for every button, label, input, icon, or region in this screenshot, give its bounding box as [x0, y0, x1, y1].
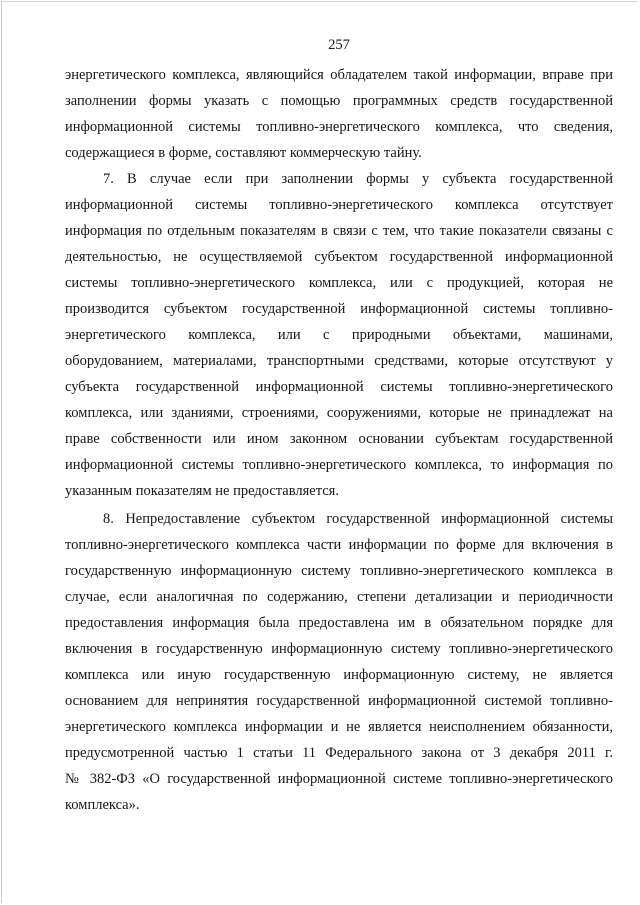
- text-line: 8. Непредоставление субъектом государственной информационной системы: [103, 511, 613, 527]
- text-line: системы топливно-энергетического комплекса, или с продукцией, которая не: [65, 275, 613, 291]
- text-line: указанным показателям не предоставляется.: [65, 483, 339, 499]
- text-line: информационной системы топливно-энергетического комплекса отсутствует: [65, 197, 613, 213]
- text-line: случае, если аналогичная по содержанию, степени детализации и периодичности: [65, 589, 613, 605]
- text-line: информация по отдельным показателям в связи с тем, что такие показатели связаны с: [65, 223, 613, 239]
- text-line: энергетического комплекса информации и не является неисполнением обязанности,: [65, 719, 613, 735]
- text-line: субъекта государственной информационной системы топливно-энергетического: [65, 379, 613, 395]
- text-line: энергетического комплекса, или с природными объектами, машинами,: [65, 327, 613, 343]
- text-line: государственную информационную систему топливно-энергетического комплекса в: [65, 563, 613, 579]
- text-line: 7. В случае если при заполнении формы у субъекта государственной: [103, 171, 613, 187]
- text-line: информационной системы топливно-энергетического комплекса, что сведения,: [65, 119, 613, 135]
- text-line: комплекса».: [65, 797, 140, 813]
- text-line: предусмотренной частью 1 статьи 11 Федерального закона от 3 декабря 2011 г.: [65, 745, 613, 761]
- text-line: № 382-ФЗ «О государственной информационной системе топливно-энергетического: [65, 771, 613, 787]
- text-line: оборудованием, материалами, транспортными средствами, которые отсутствуют у: [65, 353, 613, 369]
- text-line: праве собственности или ином законном основании субъектам государственной: [65, 431, 613, 447]
- text-line: основанием для непринятия государственной информационной системой топливно-: [65, 693, 613, 709]
- text-line: предоставления информация была предоставлена им в обязательном порядке для: [65, 615, 613, 631]
- text-line: комплекса, или зданиями, строениями, сооружениями, которые не принадлежат на: [65, 405, 613, 421]
- paragraph-8: [65, 506, 613, 818]
- page-number: 257: [328, 37, 350, 53]
- text-line: включения в государственную информационную систему топливно-энергетического: [65, 641, 613, 657]
- text-line: комплекса или иную государственную информационную систему, не является: [65, 667, 613, 683]
- text-line: энергетического комплекса, являющийся обладателем такой информации, вправе при: [65, 67, 613, 83]
- text-line: топливно-энергетического комплекса части информации по форме для включения в: [65, 537, 613, 553]
- text-line: деятельностью, не осуществляемой субъектом государственной информационной: [65, 249, 613, 265]
- document-body: [65, 62, 613, 818]
- text-line: информационной системы топливно-энергетического комплекса, то информация по: [65, 457, 613, 473]
- text-line: производится субъектом государственной информационной системы топливно-: [65, 301, 613, 317]
- paragraph-continuation: [65, 62, 613, 166]
- paragraph-7: [65, 166, 613, 504]
- text-line: содержащиеся в форме, составляют коммерческую тайну.: [65, 145, 422, 161]
- text-line: заполнении формы указать с помощью программных средств государственной: [65, 93, 613, 109]
